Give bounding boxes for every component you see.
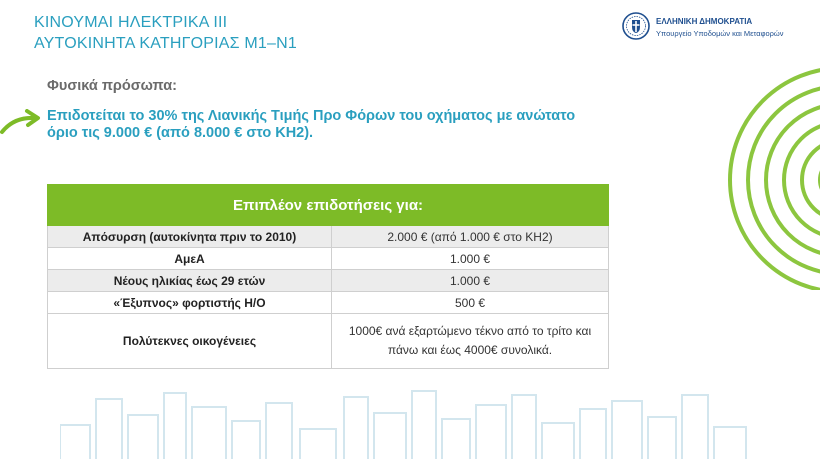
brand-name: ΕΛΛΗΝΙΚΗ ΔΗΜΟΚΡΑΤΙΑ [656, 17, 753, 26]
page-title [34, 12, 297, 54]
row-label: Νέους ηλικίας έως 29 ετών [48, 270, 332, 292]
concentric-rings-graphic [700, 60, 820, 290]
table-row [48, 314, 609, 369]
city-skyline-graphic [60, 385, 760, 459]
table-row [48, 248, 609, 270]
section-subhead: Φυσικά πρόσωπα: [47, 78, 177, 94]
row-value: 500 € [332, 292, 609, 314]
brand-ministry: Υπουργείο Υποδομών και Μεταφορών [656, 29, 784, 38]
table-row [48, 226, 609, 248]
row-value: 1.000 € [332, 270, 609, 292]
row-label: Πολύτεκνες οικογένειες [48, 314, 332, 369]
title-line-1: ΚΙΝΟΥΜΑΙ ΗΛΕΚΤΡΙΚΑ ΙΙΙ [34, 14, 228, 31]
row-value: 1.000 € [332, 248, 609, 270]
intro-text: Επιδοτείται το 30% της Λιανικής Τιμής Προ Φόρων του οχήματος με ανώτατο όριο τις 9.000 € (από 8.000 € στο ΚΗ2). [47, 108, 576, 141]
row-label: Απόσυρση (αυτοκίνητα πριν το 2010) [48, 226, 332, 248]
row-value: 1000€ ανά εξαρτώμενο τέκνο από το τρίτο και πάνω και έως 4000€ συνολικά. [332, 314, 609, 369]
row-label: ΑμεΑ [48, 248, 332, 270]
subsidy-table [47, 184, 609, 369]
row-value: 2.000 € (από 1.000 € στο ΚΗ2) [332, 226, 609, 248]
table-header: Επιπλέον επιδοτήσεις για: [48, 185, 609, 226]
table-row [48, 292, 609, 314]
ministry-logo [622, 12, 812, 44]
greek-emblem-icon [622, 12, 650, 40]
green-arrow-icon [0, 109, 44, 135]
title-line-2: ΑΥΤΟΚΙΝΗΤΑ ΚΑΤΗΓΟΡΙΑΣ Μ1–Ν1 [34, 35, 297, 52]
table-row [48, 270, 609, 292]
row-label: «Έξυπνος» φορτιστής Η/Ο [48, 292, 332, 314]
